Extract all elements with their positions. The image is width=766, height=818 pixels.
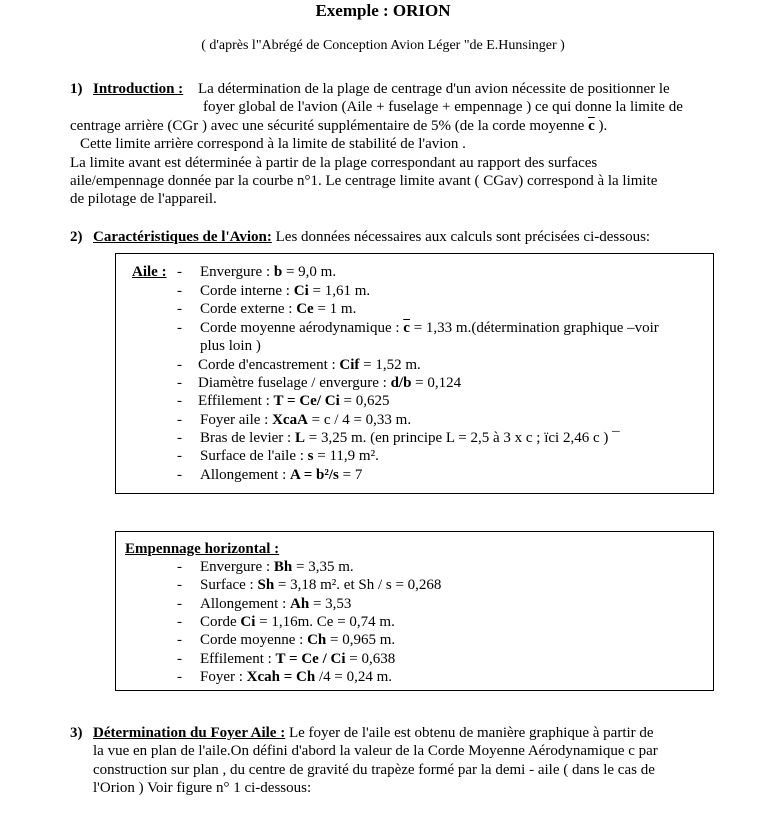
intro-line-2: foyer global de l'avion (Aile + fuselage + empennage ) ce qui donne la limite de: [203, 99, 683, 115]
section-2-number: 2): [70, 229, 83, 245]
wing-item-text: Envergure : b = 9,0 m.: [200, 264, 337, 280]
wing-item-text: Diamètre fuselage / envergure : d/b = 0,124: [198, 375, 462, 391]
tail-item-text: Corde Ci = 1,16m. Ce = 0,74 m.: [200, 614, 395, 630]
section-2-heading: Caractéristiques de l'Avion:: [93, 229, 272, 245]
wing-item-text: Corde moyenne aérodynamique : $\overline{c} = 1,33$ m.(détermination graphique –voir: [200, 320, 659, 336]
intro-line-1: La détermination de la plage de centrage d'un avion nécessite de positionner le: [198, 81, 670, 97]
mean-chord-symbol: $\overline{c}$: [588, 118, 595, 134]
intro-line-5: La limite avant est déterminée à partir de la plage correspondant au rapport des surfaces: [70, 155, 598, 171]
list-dash: -: [177, 301, 182, 317]
list-dash: -: [177, 412, 182, 428]
list-dash: -: [177, 632, 182, 648]
intro-line-3: [70, 117, 607, 135]
section-3-line-4: l'Orion ) Voir figure n° 1 ci-dessous:: [93, 780, 312, 796]
page-title: Exemple : ORION: [315, 1, 451, 20]
list-dash: -: [177, 467, 182, 483]
tail-item-text: Foyer : Xcah = Ch /4 = 0,24 m.: [200, 669, 393, 685]
tail-item-text: Allongement : Ah = 3,53: [200, 596, 352, 612]
list-dash: -: [177, 264, 182, 280]
list-dash: -: [177, 448, 182, 464]
wing-item-continuation: plus loin ): [200, 338, 261, 354]
list-dash: -: [177, 283, 182, 299]
list-dash: -: [177, 430, 182, 446]
intro-line-7: de pilotage de l'appareil.: [70, 191, 217, 207]
intro-line-6: aile/empennage donnée par la courbe n°1. Le centrage limite avant ( CGav) correspond à la limite: [70, 173, 658, 189]
tail-label: Empennage horizontal :: [125, 541, 280, 557]
list-dash: -: [177, 393, 182, 409]
list-dash: -: [177, 614, 182, 630]
wing-item-text: Corde d'encastrement : Cif = 1,52 m.: [198, 357, 421, 373]
page-subtitle: ( d'après l"Abrégé de Conception Avion Léger "de E.Hunsinger ): [201, 38, 565, 53]
tail-item-text: Surface : Sh = 3,18 m². et Sh / s = 0,268: [200, 577, 442, 593]
list-dash: -: [177, 375, 182, 391]
list-dash: -: [177, 320, 182, 336]
wing-item-text: Surface de l'aile : s = 11,9 m².: [200, 448, 379, 464]
section-3-line-3: construction sur plan , du centre de gravité du trapèze formé par la demi - aile ( dans le cas de: [93, 762, 655, 778]
wing-item-text: Corde interne : Ci = 1,61 m.: [200, 283, 371, 299]
tail-item-text: Envergure : Bh = 3,35 m.: [200, 559, 354, 575]
wing-item-text: Corde externe : Ce = 1 m.: [200, 301, 357, 317]
section-3-line-1: [93, 724, 654, 742]
section-3-text: Le foyer de l'aile est obtenu de manière graphique à partir de: [285, 725, 654, 741]
intro-line-3-text: centrage arrière (CGr ) avec une sécurité supplémentaire de 5% (de la corde moyenne: [70, 118, 589, 134]
wing-item-text: Effilement : T = Ce/ Ci = 0,625: [198, 393, 390, 409]
intro-line-3-end: ).: [594, 118, 608, 134]
wing-item-text: Foyer aile : XcaA = c / 4 = 0,33 m.: [200, 412, 412, 428]
section-3-heading: Détermination du Foyer Aile :: [93, 725, 286, 741]
wing-item-text: Allongement : A = b²/s = 7: [200, 467, 363, 483]
list-dash: -: [177, 651, 182, 667]
section-3-line-2: la vue en plan de l'aile.On défini d'abord la valeur de la Corde Moyenne Aérodynamique c par: [93, 743, 658, 759]
section-1-number: 1): [70, 81, 83, 97]
section-3-number: 3): [70, 725, 83, 741]
tail-item-text: Corde moyenne : Ch = 0,965 m.: [200, 632, 396, 648]
list-dash: -: [177, 596, 182, 612]
section-2-line: [93, 228, 650, 246]
section-2-text: Les données nécessaires aux calculs sont précisées ci-dessous:: [271, 229, 651, 245]
list-dash: -: [177, 559, 182, 575]
tail-item-text: Effilement : T = Ce / Ci = 0,638: [200, 651, 396, 667]
wing-label: Aile :: [132, 264, 167, 280]
intro-line-4: Cette limite arrière correspond à la limite de stabilité de l'avion .: [80, 136, 466, 152]
list-dash: -: [177, 669, 182, 685]
wing-item-text: Bras de levier : L = 3,25 m. (en principe L = 2,5 à 3 x c ; ïci 2,46 c ) ¯: [200, 430, 620, 446]
list-dash: -: [177, 357, 182, 373]
list-dash: -: [177, 577, 182, 593]
section-1-heading: Introduction :: [93, 81, 184, 97]
